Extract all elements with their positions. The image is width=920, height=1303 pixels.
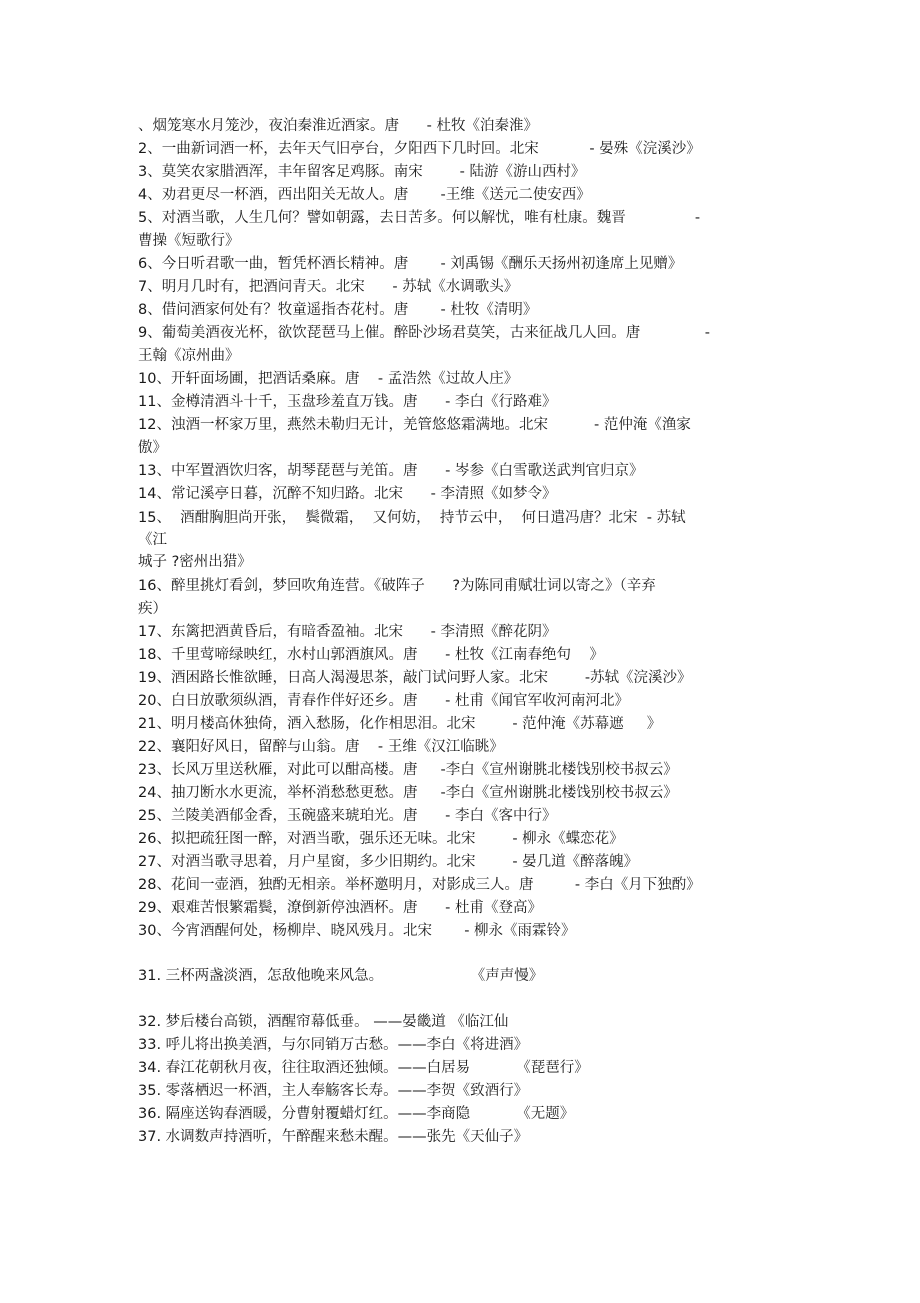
text-line: 15、 酒酣胸胆尚开张， 鬓微霜， 又何妨， 持节云中， 何日遣冯唐？北宋 - 苏轼 (138, 510, 686, 526)
text-line: 23、长风万里送秋雁，对此可以酣高楼。唐 -李白《宣州谢朓北楼饯别校书叔云》 (138, 762, 678, 778)
text-line: 19、酒困路长惟欲睡，日高人渴漫思茶，敲门试问野人家。北宋 -苏轼《浣溪沙》 (138, 670, 692, 686)
text-line: 21、明月楼高休独倚，酒入愁肠，化作相思泪。北宋 - 范仲淹《苏幕遮 》 (138, 716, 662, 732)
text-line: 《江 (138, 532, 167, 548)
text-line: 12、浊酒一杯家万里，燕然未勒归无计，羌管悠悠霜满地。北宋 - 范仲淹《渔家 (138, 417, 691, 433)
text-line: 16、醉里挑灯看剑，梦回吹角连营。《破阵子 ?为陈同甫赋壮词以寄之》（辛弃 (138, 578, 656, 594)
text-line: 27、对酒当歌寻思着，月户星窗，多少旧期约。北宋 - 晏几道《醉落魄》 (138, 854, 639, 870)
text-line: 城子 ?密州出猎》 (138, 554, 252, 570)
text-line: 35. 零落栖迟一杯酒，主人奉觞客长寿。——李贺《致酒行》 (138, 1083, 529, 1099)
text-line: 王翰《凉州曲》 (138, 348, 240, 364)
text-line: 34. 春江花朝秋月夜，往往取酒还独倾。——白居易 《琵琶行》 (138, 1060, 589, 1076)
text-line: 17、东篱把酒黄昏后，有暗香盈袖。北宋 - 李清照《醉花阴》 (138, 624, 557, 640)
text-line: 31. 三杯两盏淡酒，怎敌他晚来风急。 《声声慢》 (138, 968, 544, 984)
text-line: 25、兰陵美酒郁金香，玉碗盛来琥珀光。唐 - 李白《客中行》 (138, 808, 557, 824)
text-line: 7、明月几时有，把酒问青天。北宋 - 苏轼《水调歌头》 (138, 279, 519, 295)
text-line: 4、劝君更尽一杯酒，西出阳关无故人。唐 -王维《送元二使安西》 (138, 187, 591, 203)
text-line: 8、借问酒家何处有？牧童遥指杏花村。唐 - 杜牧《清明》 (138, 302, 538, 318)
text-line: 30、今宵酒醒何处，杨柳岸、晓风残月。北宋 - 柳永《雨霖铃》 (138, 923, 576, 939)
text-line: 11、金樽清酒斗十千，玉盘珍羞直万钱。唐 - 李白《行路难》 (138, 394, 557, 410)
text-line: 18、千里莺啼绿映红，水村山郭酒旗风。唐 - 杜牧《江南春绝句 》 (138, 647, 604, 663)
text-line: 37. 水调数声持酒听，午醉醒来愁未醒。——张先《天仙子》 (138, 1129, 529, 1145)
text-line: 32. 梦后楼台高锁，酒醒帘幕低垂。 ——晏畿道 《临江仙 (138, 1014, 509, 1030)
text-line: 24、抽刀断水水更流，举杯消愁愁更愁。唐 -李白《宣州谢朓北楼饯别校书叔云》 (138, 785, 678, 801)
text-line: 2、一曲新词酒一杯，去年天气旧亭台，夕阳西下几时回。北宋 - 晏殊《浣溪沙》 (138, 141, 701, 157)
text-line: 29、艰难苦恨繁霜鬓，潦倒新停浊酒杯。唐 - 杜甫《登高》 (138, 900, 542, 916)
text-line: 10、开轩面场圃，把酒话桑麻。唐 - 孟浩然《过故人庄》 (138, 371, 519, 387)
text-line: 曹操《短歌行》 (138, 233, 240, 249)
text-line: 26、拟把疏狂图一醉，对酒当歌，强乐还无味。北宋 - 柳永《蝶恋花》 (138, 831, 624, 847)
text-line: 33. 呼儿将出换美酒，与尔同销万古愁。——李白《将进酒》 (138, 1037, 529, 1053)
text-line: 3、莫笑农家腊酒浑，丰年留客足鸡豚。南宋 - 陆游《游山西村》 (138, 164, 586, 180)
text-line: 6、今日听君歌一曲，暂凭杯酒长精神。唐 - 刘禹锡《酬乐天扬州初逢席上见赠》 (138, 256, 683, 272)
text-line: 20、白日放歌须纵酒，青春作伴好还乡。唐 - 杜甫《闻官军收河南河北》 (138, 693, 629, 709)
text-line: 22、襄阳好风日，留醉与山翁。唐 - 王维《汉江临眺》 (138, 739, 504, 755)
text-line: 13、中军置酒饮归客，胡琴琵琶与羌笛。唐 - 岑参《白雪歌送武判官归京》 (138, 463, 644, 479)
text-line: 傲》 (138, 440, 167, 456)
text-line: 、烟笼寒水月笼沙，夜泊秦淮近酒家。唐 - 杜牧《泊秦淮》 (138, 118, 538, 134)
text-line: 9、葡萄美酒夜光杯，欲饮琵琶马上催。醉卧沙场君莫笑，古来征战几人回。唐 - (138, 325, 710, 341)
text-line: 疾） (138, 601, 167, 617)
text-line: 28、花间一壶酒，独酌无相亲。举杯邀明月，对影成三人。唐 - 李白《月下独酌》 (138, 877, 701, 893)
text-line: 36. 隔座送钩春酒暖，分曹射覆蜡灯红。——李商隐 《无题》 (138, 1106, 575, 1122)
text-line: 14、常记溪亭日暮，沉醉不知归路。北宋 - 李清照《如梦令》 (138, 486, 557, 502)
text-line: 5、对酒当歌，人生几何？譬如朝露，去日苦多。何以解忧，唯有杜康。魏晋 - (138, 210, 701, 226)
